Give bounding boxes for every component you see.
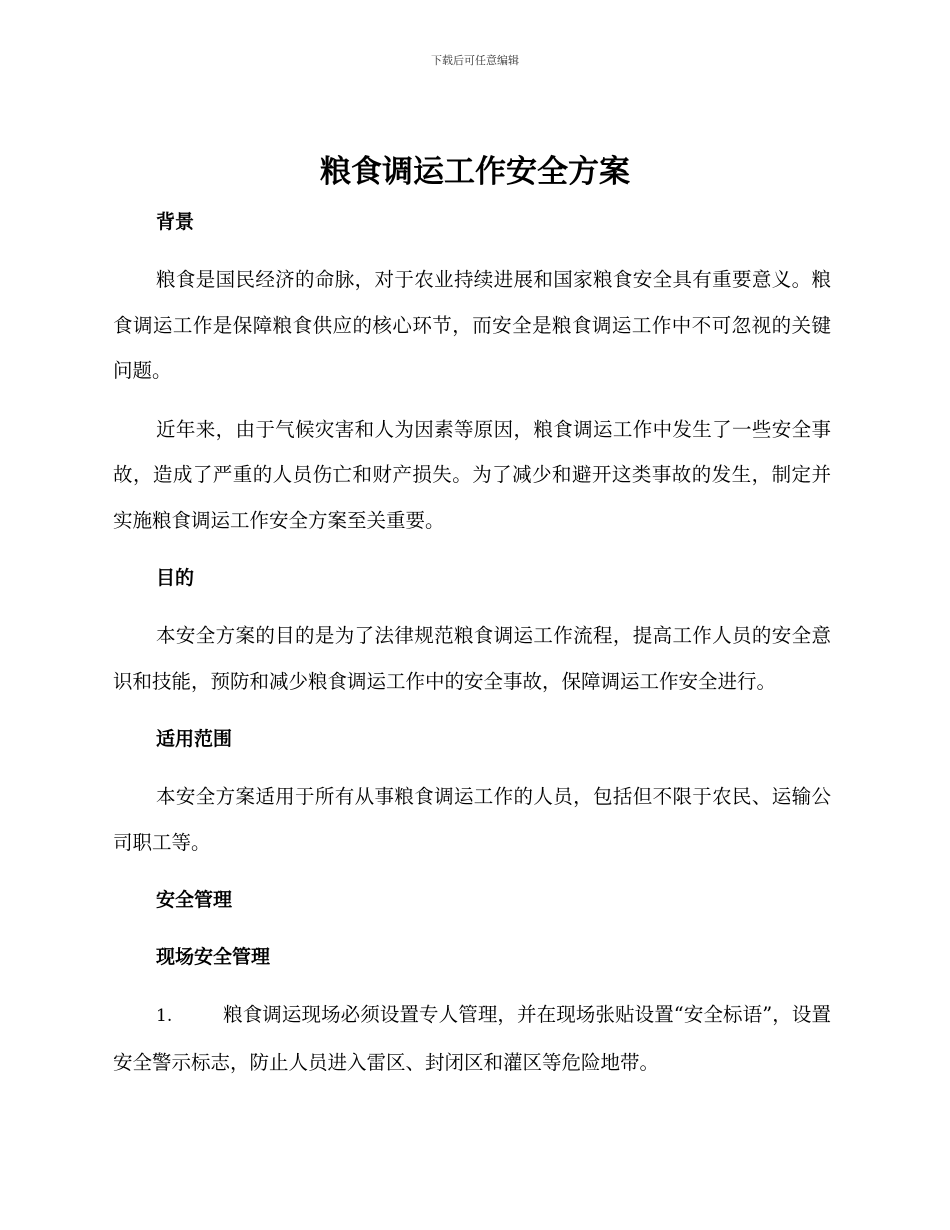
subsection-heading-site-safety: 现场安全管理: [156, 946, 271, 968]
list-item-number: 1.: [156, 1006, 173, 1026]
section-heading-background: 背景: [156, 211, 195, 233]
document-body: [113, 200, 831, 1085]
background-paragraph-1: 粮食是国民经济的命脉，对于农业持续进展和国家粮食安全具有重要意义。粮食调运工作是保障粮食供应的核心环节，而安全是粮食调运工作中不可忽视的关键问题。: [113, 268, 831, 382]
section-heading-scope: 适用范围: [156, 728, 233, 750]
page-header-note: 下载后可任意编辑: [431, 54, 519, 67]
list-item-text: 粮食调运现场必须设置专人管理，并在现场张贴设置“安全标语”，设置安全警示标志，防止人员进入雷区、封闭区和灌区等危险地带。: [113, 1003, 831, 1074]
list-item: [113, 992, 831, 1085]
background-paragraph-2: 近年来，由于气候灾害和人为因素等原因，粮食调运工作中发生了一些安全事故，造成了严重的人员伤亡和财产损失。为了减少和避开这类事故的发生，制定并实施粮食调运工作安全方案至关重要。: [113, 417, 831, 532]
scope-paragraph: 本安全方案适用于所有从事粮食调运工作的人员，包括但不限于农民、运输公司职工等。: [113, 785, 831, 854]
section-heading-safety-management: 安全管理: [156, 889, 233, 911]
section-heading-purpose: 目的: [156, 567, 195, 589]
purpose-paragraph: 本安全方案的目的是为了法律规范粮食调运工作流程，提高工作人员的安全意识和技能，预防和减少粮食调运工作中的安全事故，保障调运工作安全进行。: [113, 624, 831, 693]
document-title: 粮食调运工作安全方案: [320, 154, 630, 190]
